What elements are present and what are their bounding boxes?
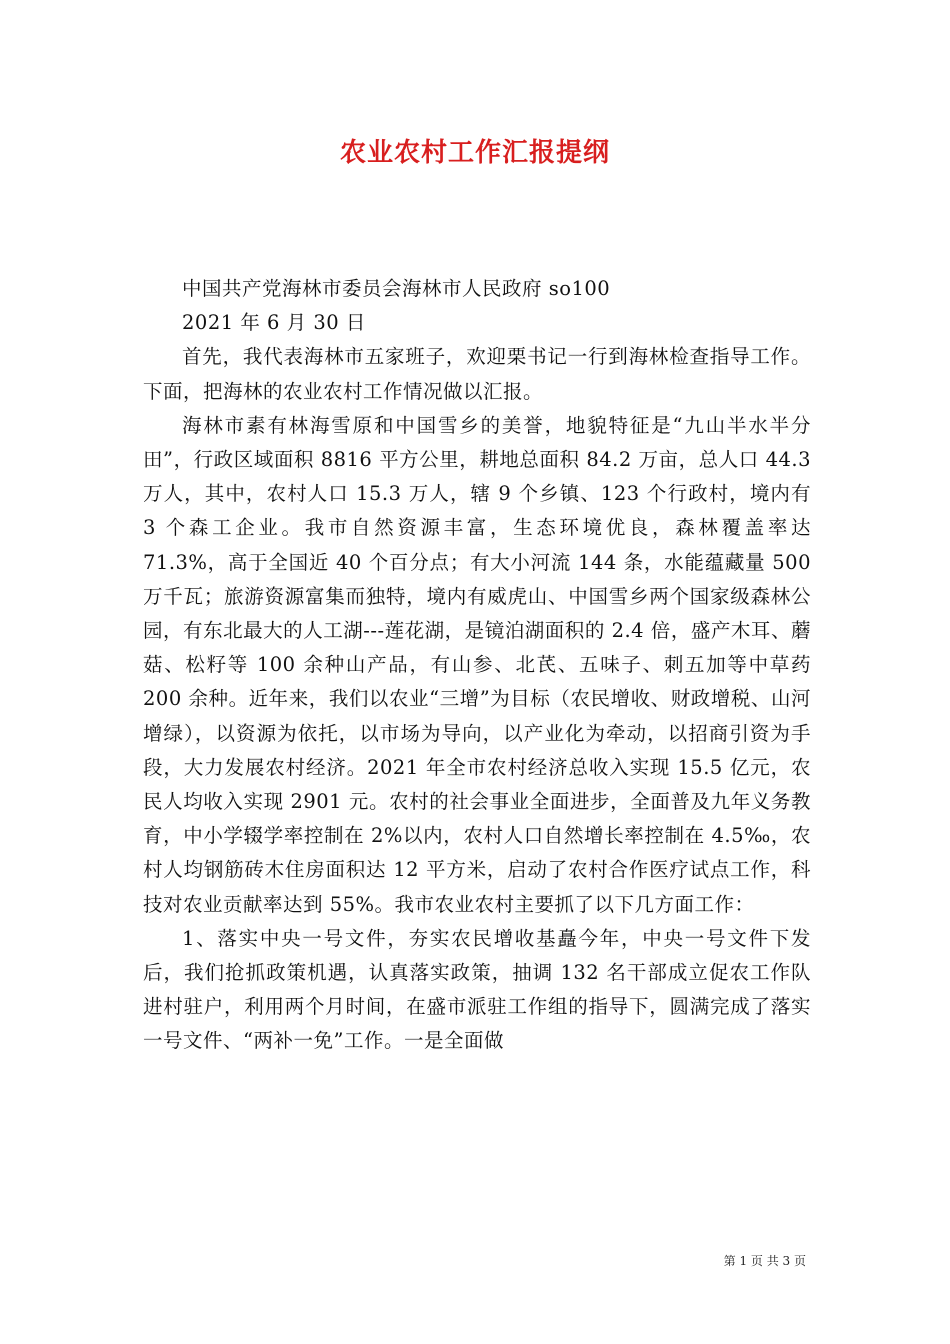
paragraph-item-1: 1、落实中央一号文件，夯实农民增收基矗今年，中央一号文件下发后，我们抢抓政策机遇，认真落实政策，抽调 132 名干部成立促农工作队进村驻户，利用两个月时间，在盛市派驻工作组的指导下，圆满完成了落实一号文件、“两补一免”工作。一是全面做 <box>143 926 811 1053</box>
date-line: 2021 年 6 月 30 日 <box>182 311 366 335</box>
issuer-line: 中国共产党海林市委员会海林市人民政府 so100 <box>182 277 611 300</box>
document-body <box>143 272 811 1059</box>
page-number: 第 1 页 共 3 页 <box>723 1254 806 1268</box>
paragraph-overview: 海林市素有林海雪原和中国雪乡的美誉，地貌特征是“九山半水半分田”，行政区域面积 8816 平方公里，耕地总面积 84.2 万亩，总人口 44.3 万人，其中，农村人口 15.3 万人，辖 9 个乡镇、123 个行政村，境内有 3 个森工企业。我市自然资源丰富，生态环境优良，森林覆盖率达 71.3%，高于全国近 40 个百分点；有大小河流 144 条，水能蕴藏量 500 万千瓦；旅游资源富集而独特，境内有威虎山、中国雪乡两个国家级森林公园，有东北最大的人工湖---莲花湖，是镜泊湖面积的 2.4 倍，盛产木耳、蘑菇、松籽等 100 余种山产品，有山参、北芪、五味子、刺五加等中草药 200 余种。近年来，我们以农业“三增”为目标（农民增收、财政增税、山河增绿），以资源为依托，以市场为导向，以产业化为牵动，以招商引资为手段，大力发展农村经济。2021 年全市农村经济总收入实现 15.5 亿元，农民人均收入实现 2901 元。农村的社会事业全面进步，全面普及九年义务教育，中小学辍学率控制在 2%以内，农村人口自然增长率控制在 4.5‰，农村人均钢筋砖木住房面积达 12 平方米，启动了农村合作医疗试点工作，科技对农业贡献率达到 55%。我市农业农村主要抓了以下几方面工作： <box>143 413 811 916</box>
paragraph-welcome: 首先，我代表海林市五家班子，欢迎栗书记一行到海林检查指导工作。下面，把海林的农业农村工作情况做以汇报。 <box>143 345 811 403</box>
document-title: 农业农村工作汇报提纲 <box>339 138 610 168</box>
